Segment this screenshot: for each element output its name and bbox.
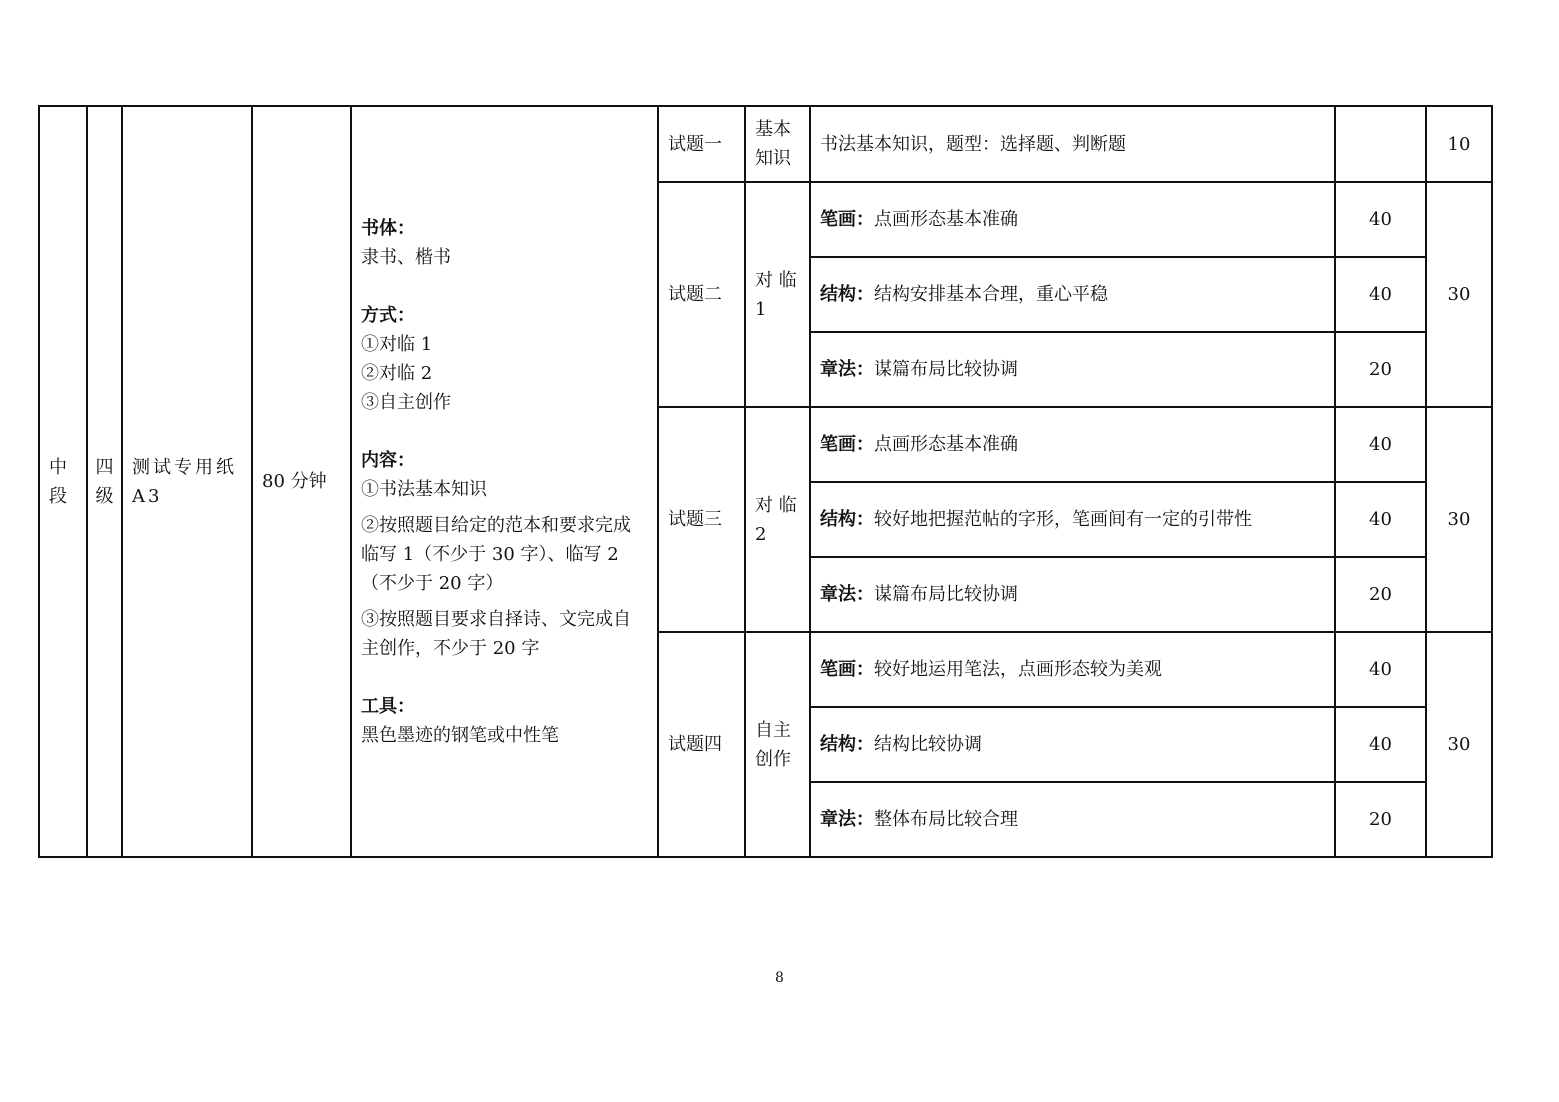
content-heading: 内容： (361, 449, 415, 471)
content-item: ①书法基本知识 (361, 478, 487, 500)
question-type-line: 对 临 (755, 494, 797, 516)
criterion-label: 章法： (820, 584, 874, 605)
method-block (361, 301, 648, 417)
criterion-text: 点画形态基本准确 (874, 209, 1018, 230)
criterion-cell (810, 707, 1335, 782)
criterion-score: 40 (1335, 632, 1426, 707)
page-number: 8 (775, 970, 784, 986)
segment-cell (39, 106, 87, 857)
criterion-label: 结构： (820, 284, 874, 305)
criterion-cell (810, 332, 1335, 407)
question-type-line: 2 (755, 523, 767, 545)
criterion-label: 笔画： (820, 659, 874, 680)
criterion-text: 较好地运用笔法，点画形态较为美观 (874, 659, 1162, 680)
method-item: ②对临 2 (361, 362, 433, 384)
criterion-score: 40 (1335, 707, 1426, 782)
criterion-score: 40 (1335, 182, 1426, 257)
criterion-text: 结构安排基本合理，重心平稳 (874, 284, 1108, 305)
question-name: 试题二 (658, 182, 745, 407)
info-cell (351, 106, 658, 857)
level-cell (87, 106, 122, 857)
criterion-score: 40 (1335, 407, 1426, 482)
tool-heading: 工具： (361, 695, 415, 717)
criterion-label: 章法： (820, 809, 874, 830)
criterion-cell (810, 106, 1335, 182)
question-name: 试题一 (658, 106, 745, 182)
criterion-text: 点画形态基本准确 (874, 434, 1018, 455)
paper-cell: 测试专用纸A3 (122, 106, 252, 857)
criterion-label: 结构： (820, 734, 874, 755)
question-type-line: 对 临 (755, 269, 797, 291)
criterion-text: 较好地把握范帖的字形，笔画间有一定的引带性 (874, 509, 1252, 530)
assessment-table (38, 105, 1493, 858)
criterion-score: 20 (1335, 332, 1426, 407)
content-block (361, 446, 648, 663)
criterion-cell (810, 557, 1335, 632)
criterion-text: 谋篇布局比较协调 (874, 359, 1018, 380)
segment-line: 中 (49, 456, 67, 478)
segment-line: 段 (49, 485, 67, 507)
criterion-score: 40 (1335, 257, 1426, 332)
question-type (745, 182, 810, 407)
question-type (745, 632, 810, 857)
criterion-text: 结构比较协调 (874, 734, 982, 755)
question-weight: 30 (1426, 407, 1492, 632)
question-type-line: 1 (755, 298, 767, 320)
question-name: 试题四 (658, 632, 745, 857)
question-weight: 30 (1426, 182, 1492, 407)
method-heading: 方式： (361, 304, 415, 326)
style-body: 隶书、楷书 (361, 246, 451, 268)
criterion-cell (810, 182, 1335, 257)
style-block (361, 214, 648, 272)
level-line: 级 (95, 485, 114, 507)
criterion-cell (810, 782, 1335, 857)
criterion-cell (810, 407, 1335, 482)
criterion-label: 笔画： (820, 434, 874, 455)
question-type-line: 知识 (755, 148, 791, 169)
criterion-label: 章法： (820, 359, 874, 380)
style-heading: 书体： (361, 217, 415, 239)
content-item: ②按照题目给定的范本和要求完成临写 1（不少于 30 字）、临写 2（不少于 20 字） (361, 514, 631, 594)
criterion-text: 谋篇布局比较协调 (874, 584, 1018, 605)
question-type-line: 自主 (755, 719, 791, 741)
criterion-label: 笔画： (820, 209, 874, 230)
question-type (745, 407, 810, 632)
criterion-text: 整体布局比较合理 (874, 809, 1018, 830)
criterion-cell (810, 257, 1335, 332)
question-type-line: 基本 (755, 119, 791, 140)
criterion-score: 40 (1335, 482, 1426, 557)
question-type-line: 创作 (755, 748, 791, 770)
method-item: ③自主创作 (361, 391, 451, 413)
question-type (745, 106, 810, 182)
criterion-text: 书法基本知识，题型：选择题、判断题 (820, 133, 1126, 155)
question-weight: 10 (1426, 106, 1492, 182)
criterion-score: 20 (1335, 557, 1426, 632)
criterion-score (1335, 106, 1426, 182)
question-weight: 30 (1426, 632, 1492, 857)
tool-block (361, 692, 648, 750)
question-name: 试题三 (658, 407, 745, 632)
criterion-label: 结构： (820, 509, 874, 530)
criterion-score: 20 (1335, 782, 1426, 857)
criterion-cell (810, 632, 1335, 707)
tool-body: 黑色墨迹的钢笔或中性笔 (361, 724, 559, 746)
method-item: ①对临 1 (361, 333, 433, 355)
criterion-cell (810, 482, 1335, 557)
content-item: ③按照题目要求自择诗、文完成自主创作，不少于 20 字 (361, 608, 631, 659)
level-line: 四 (95, 456, 114, 478)
duration-cell: 80 分钟 (252, 106, 351, 857)
